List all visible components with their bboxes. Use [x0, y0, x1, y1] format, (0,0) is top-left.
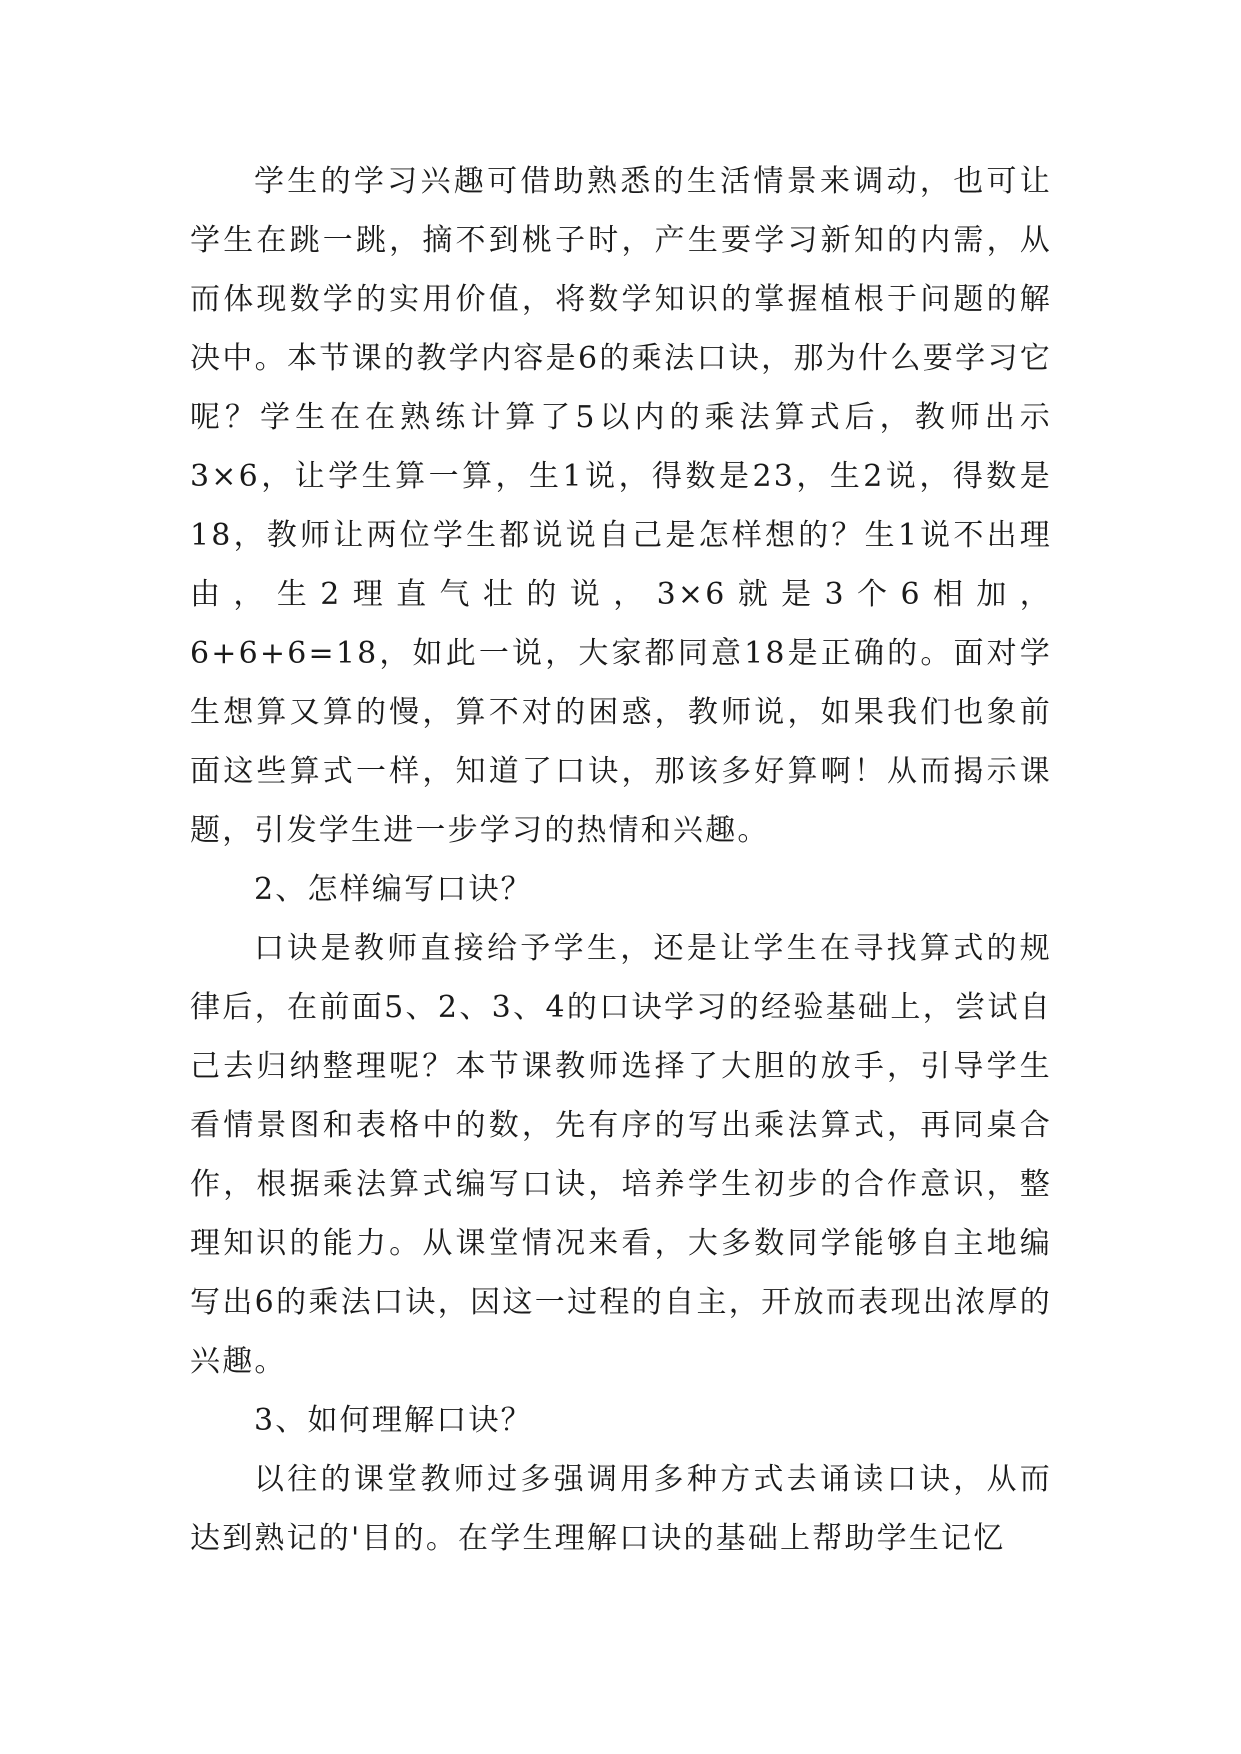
section-heading-2: 2、怎样编写口诀？	[254, 872, 533, 907]
section-heading-3: 3、如何理解口诀？	[254, 1403, 533, 1438]
paragraph-intro: 学生的学习兴趣可借助熟悉的生活情景来调动，也可让学生在跳一跳，摘不到桃子时，产生要学习新知的内需，从而体现数学的实用价值，将数学知识的掌握植根于问题的解决中。本节课的教学内容是6的乘法口诀，那为什么要学习它呢？学生在在熟练计算了5以内的乘法算式后，教师出示3×6，让学生算一算，生1说，得数是23，生2说，得数是18，教师让两位学生都说说自己是怎样想的？生1说不出理由，生2理直气壮的说，3×6就是3个6相加，6+6+6=18，如此一说，大家都同意18是正确的。面对学生想算又算的慢，算不对的困惑，教师说，如果我们也象前面这些算式一样，知道了口诀，那该多好算啊！从而揭示课题，引发学生进一步学习的热情和兴趣。	[190, 164, 1052, 848]
paragraph-section-2: 口诀是教师直接给予学生，还是让学生在寻找算式的规律后，在前面5、2、3、4的口诀学习的经验基础上，尝试自己去归纳整理呢？本节课教师选择了大胆的放手，引导学生看情景图和表格中的数，先有序的写出乘法算式，再同桌合作，根据乘法算式编写口诀，培养学生初步的合作意识，整理知识的能力。从课堂情况来看，大多数同学能够自主地编写出6的乘法口诀，因这一过程的自主，开放而表现出浓厚的兴趣。	[190, 931, 1052, 1379]
document-body	[190, 152, 1052, 1568]
paragraph-section-3: 以往的课堂教师过多强调用多种方式去诵读口诀，从而达到熟记的'目的。在学生理解口诀的基础上帮助学生记忆	[190, 1462, 1052, 1556]
